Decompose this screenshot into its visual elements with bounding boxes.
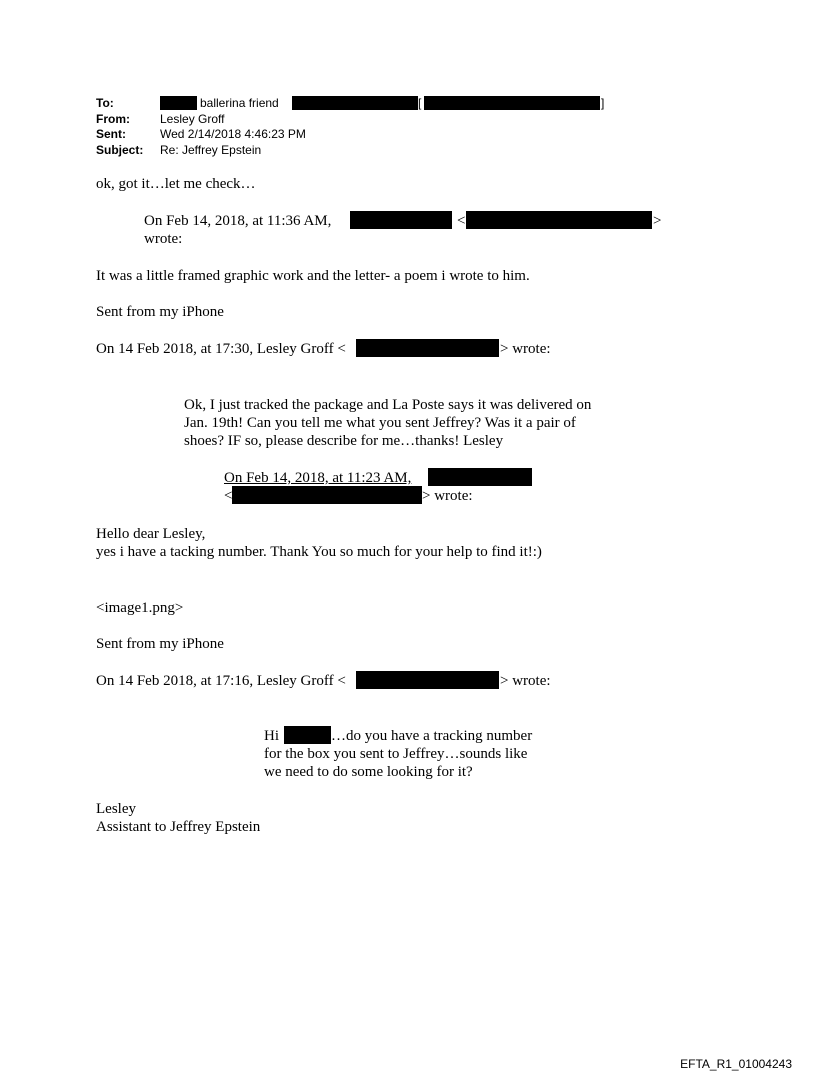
- signature-name: Lesley: [96, 801, 136, 817]
- quote-attribution-wrote: wrote:: [144, 231, 183, 247]
- sent-label: Sent:: [96, 127, 126, 141]
- angle-open: <: [457, 213, 466, 229]
- from-label: From:: [96, 112, 130, 126]
- quoted-message-line: Ok, I just tracked the package and La Poste says it was delivered on: [184, 397, 592, 413]
- quote-attribution-wrote: > wrote:: [422, 488, 473, 504]
- angle-open: <: [224, 488, 233, 504]
- subject-label: Subject:: [96, 143, 144, 157]
- quote-attribution: On Feb 14, 2018, at 11:23 AM,: [224, 470, 412, 486]
- quoted-message-hi: Hi: [264, 728, 279, 744]
- redaction-block: [232, 486, 422, 504]
- to-value: ballerina friend: [200, 96, 279, 110]
- quote-attribution: On 14 Feb 2018, at 17:16, Lesley Groff <: [96, 673, 346, 689]
- quote-attribution: On Feb 14, 2018, at 11:36 AM,: [144, 213, 332, 229]
- quote-attribution-wrote: > wrote:: [500, 673, 551, 689]
- quote-attribution: On 14 Feb 2018, at 17:30, Lesley Groff <: [96, 341, 346, 357]
- redaction-block: [428, 468, 532, 486]
- from-value: Lesley Groff: [160, 112, 225, 126]
- subject-value: Re: Jeffrey Epstein: [160, 143, 262, 157]
- quoted-message-line: shoes? IF so, please describe for me…thanks! Lesley: [184, 433, 504, 449]
- reply-text: ok, got it…let me check…: [96, 176, 256, 192]
- quoted-message-line: we need to do some looking for it?: [264, 764, 473, 780]
- to-bracket-close: ]: [601, 96, 605, 110]
- document-id: EFTA_R1_01004243: [680, 1057, 792, 1071]
- to-bracket-open: [: [418, 96, 422, 110]
- quote-attribution-wrote: > wrote:: [500, 341, 551, 357]
- quoted-message-line: Jan. 19th! Can you tell me what you sent Jeffrey? Was it a pair of: [184, 415, 576, 431]
- redaction-block: [356, 339, 499, 357]
- attachment-placeholder: <image1.png>: [96, 600, 184, 616]
- sent-from-iphone: Sent from my iPhone: [96, 304, 224, 320]
- message-text: Hello dear Lesley,: [96, 526, 206, 542]
- redaction-block: [466, 211, 652, 229]
- message-text: It was a little framed graphic work and the letter- a poem i wrote to him.: [96, 268, 530, 284]
- redaction-block: [292, 96, 418, 110]
- quoted-message-line: for the box you sent to Jeffrey…sounds like: [264, 746, 528, 762]
- message-text: yes i have a tacking number. Thank You so much for your help to find it!:): [96, 544, 542, 560]
- redaction-block: [284, 726, 331, 744]
- sent-value: Wed 2/14/2018 4:46:23 PM: [160, 127, 306, 141]
- signature-title: Assistant to Jeffrey Epstein: [96, 819, 261, 835]
- redaction-block: [424, 96, 600, 110]
- redaction-block: [350, 211, 452, 229]
- angle-close: >: [653, 213, 662, 229]
- quoted-message-line: …do you have a tracking number: [331, 728, 533, 744]
- redaction-block: [160, 96, 197, 110]
- sent-from-iphone: Sent from my iPhone: [96, 636, 224, 652]
- to-label: To:: [96, 96, 114, 110]
- redaction-block: [356, 671, 499, 689]
